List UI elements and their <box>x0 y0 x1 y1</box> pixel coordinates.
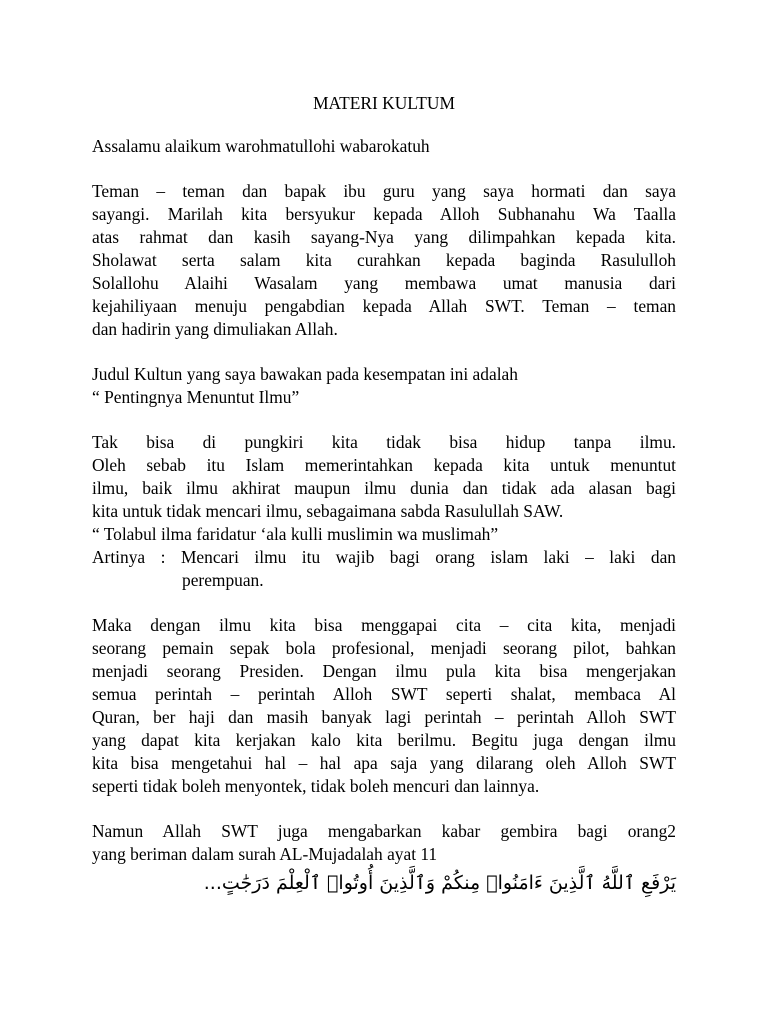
document-title: MATERI KULTUM <box>313 93 455 113</box>
text-line: Tak bisa di pungkiri kita tidak bisa hidup tanpa ilmu. <box>92 432 676 452</box>
text-line: Quran, ber haji dan masih banyak lagi perintah – perintah Alloh SWT <box>92 707 676 727</box>
greeting-line: Assalamu alaikum warohmatullohi wabarokatuh <box>92 136 430 156</box>
hadith-quote: “ Tolabul ilma faridatur ‘ala kulli muslimin wa muslimah” <box>92 524 499 544</box>
text-line: Solallohu Alaihi Wasalam yang membawa umat manusia dari <box>92 273 676 293</box>
text-line: Judul Kultun yang saya bawakan pada kesempatan ini adalah <box>92 364 518 384</box>
text-line: atas rahmat dan kasih sayang-Nya yang dilimpahkan kepada kita. <box>92 227 676 247</box>
text-line: Artinya : Mencari ilmu itu wajib bagi orang islam laki – laki dan <box>92 547 676 567</box>
text-line: menjadi seorang Presiden. Dengan ilmu pula kita bisa mengerjakan <box>92 661 676 681</box>
text-line: Namun Allah SWT juga mengabarkan kabar gembira bagi orang2 <box>92 821 676 841</box>
text-line: Teman – teman dan bapak ibu guru yang saya hormati dan saya <box>92 181 676 201</box>
text-line: Sholawat serta salam kita curahkan kepada baginda Rasululloh <box>92 250 676 270</box>
text-line: kita untuk tidak mencari ilmu, sebagaimana sabda Rasulullah SAW. <box>92 501 564 521</box>
text-line: ilmu, baik ilmu akhirat maupun ilmu dunia dan tidak ada alasan bagi <box>92 478 676 498</box>
text-line: semua perintah – perintah Alloh SWT seperti shalat, membaca Al <box>92 684 676 704</box>
text-line: perempuan. <box>182 570 264 590</box>
topic-title: “ Pentingnya Menuntut Ilmu” <box>92 387 300 407</box>
text-line: kejahiliyaan menuju pengabdian kepada Allah SWT. Teman – teman <box>92 296 676 316</box>
text-line: Maka dengan ilmu kita bisa menggapai cita – cita kita, menjadi <box>92 615 676 635</box>
text-line: dan hadirin yang dimuliakan Allah. <box>92 319 338 339</box>
text-line: kita bisa mengetahui hal – hal apa saja yang dilarang oleh Alloh SWT <box>92 753 676 773</box>
text-line: sayangi. Marilah kita bersyukur kepada Alloh Subhanahu Wa Taalla <box>92 204 676 224</box>
text-line: Oleh sebab itu Islam memerintahkan kepada kita untuk menuntut <box>92 455 676 475</box>
arabic-verse: يَرْفَعِ ٱللَّهُ ٱلَّذِينَ ءَامَنُوا۟ مِنكُمْ وَٱلَّذِينَ أُوتُوا۟ ٱلْعِلْمَ دَرَجَٰتٍ... <box>203 872 676 894</box>
text-line: yang beriman dalam surah AL-Mujadalah ayat 11 <box>92 844 438 864</box>
text-line: yang dapat kita kerjakan kalo kita berilmu. Begitu juga dengan ilmu <box>92 730 676 750</box>
text-line: seorang pemain sepak bola profesional, menjadi seorang pilot, bahkan <box>92 638 676 658</box>
text-line: seperti tidak boleh menyontek, tidak boleh mencuri dan lainnya. <box>92 776 540 796</box>
